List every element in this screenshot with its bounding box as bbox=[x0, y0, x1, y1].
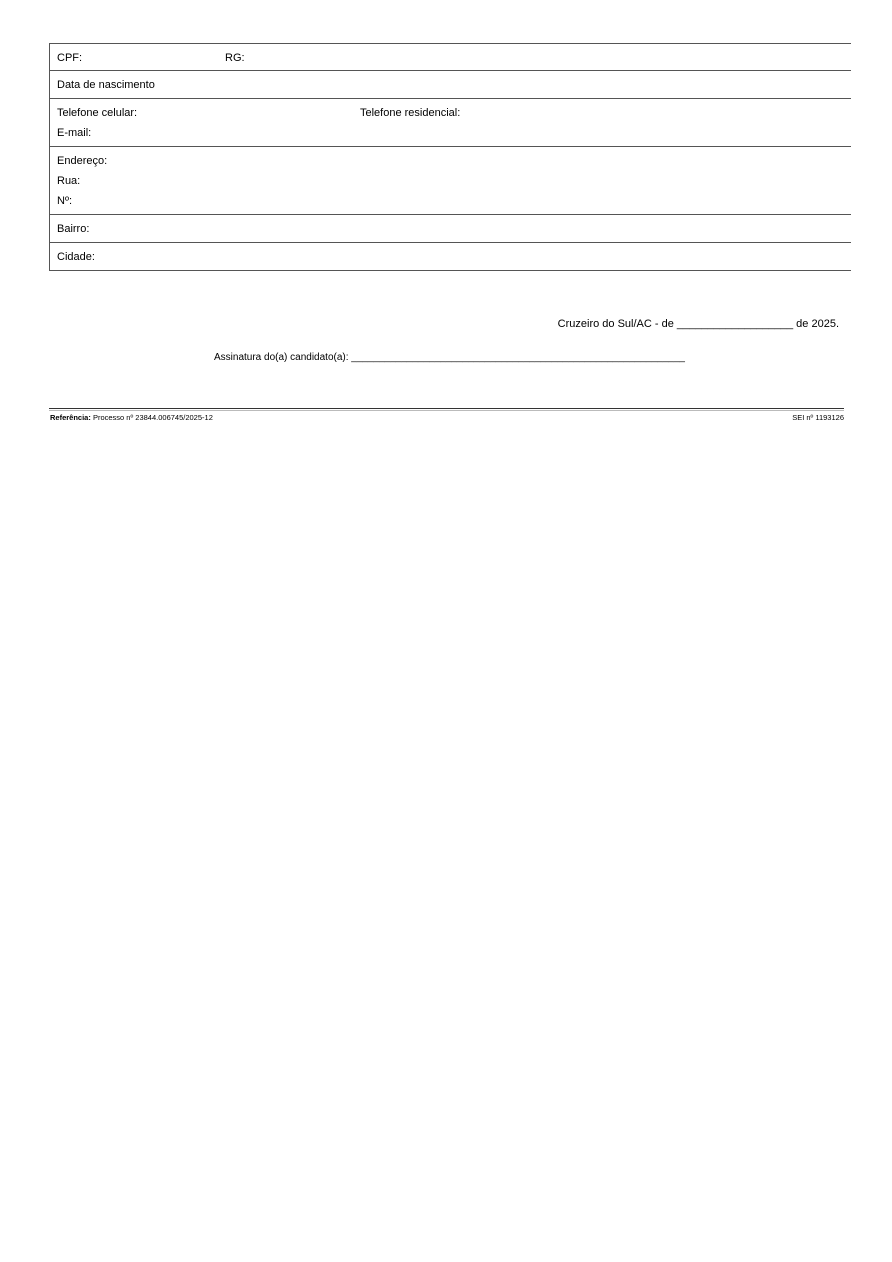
rg-label: RG: bbox=[225, 52, 245, 64]
number-label: Nº: bbox=[57, 195, 73, 207]
place-date-line: Cruzeiro do Sul/AC - de ___________________ de 2025. bbox=[557, 318, 839, 330]
email-line bbox=[57, 123, 851, 143]
footer-divider bbox=[49, 408, 844, 411]
cpf-rg-line bbox=[57, 48, 851, 68]
row-address bbox=[50, 147, 851, 215]
footer-reference bbox=[50, 412, 213, 424]
footer-reference-label: Referência: bbox=[50, 413, 91, 422]
birth-line bbox=[57, 75, 851, 95]
city-line bbox=[57, 247, 851, 267]
row-phones-email bbox=[50, 99, 851, 147]
footer-sei-number: SEI nº 1193126 bbox=[792, 413, 844, 422]
street-line bbox=[57, 171, 851, 191]
candidate-form-table bbox=[49, 43, 851, 271]
mobile-phone-label: Telefone celular: bbox=[57, 107, 138, 119]
row-neighborhood bbox=[50, 215, 851, 243]
number-line bbox=[57, 191, 851, 211]
row-city bbox=[50, 243, 851, 271]
row-cpf-rg bbox=[50, 44, 851, 71]
address-label: Endereço: bbox=[57, 155, 108, 167]
signature-line: Assinatura do(a) candidato(a): ____________________________________________________________ bbox=[214, 352, 685, 363]
email-label: E-mail: bbox=[57, 127, 92, 139]
cpf-label: CPF: bbox=[57, 52, 83, 64]
footer-reference-value: Processo nº 23844.006745/2025-12 bbox=[90, 413, 213, 422]
row-birth-date bbox=[50, 71, 851, 99]
city-label: Cidade: bbox=[57, 251, 95, 263]
home-phone-label: Telefone residencial: bbox=[360, 107, 461, 119]
neighborhood-line bbox=[57, 219, 851, 239]
address-line bbox=[57, 151, 851, 171]
neighborhood-label: Bairro: bbox=[57, 223, 90, 235]
birth-date-label: Data de nascimento bbox=[57, 79, 155, 91]
phones-line bbox=[57, 103, 851, 123]
street-label: Rua: bbox=[57, 175, 81, 187]
